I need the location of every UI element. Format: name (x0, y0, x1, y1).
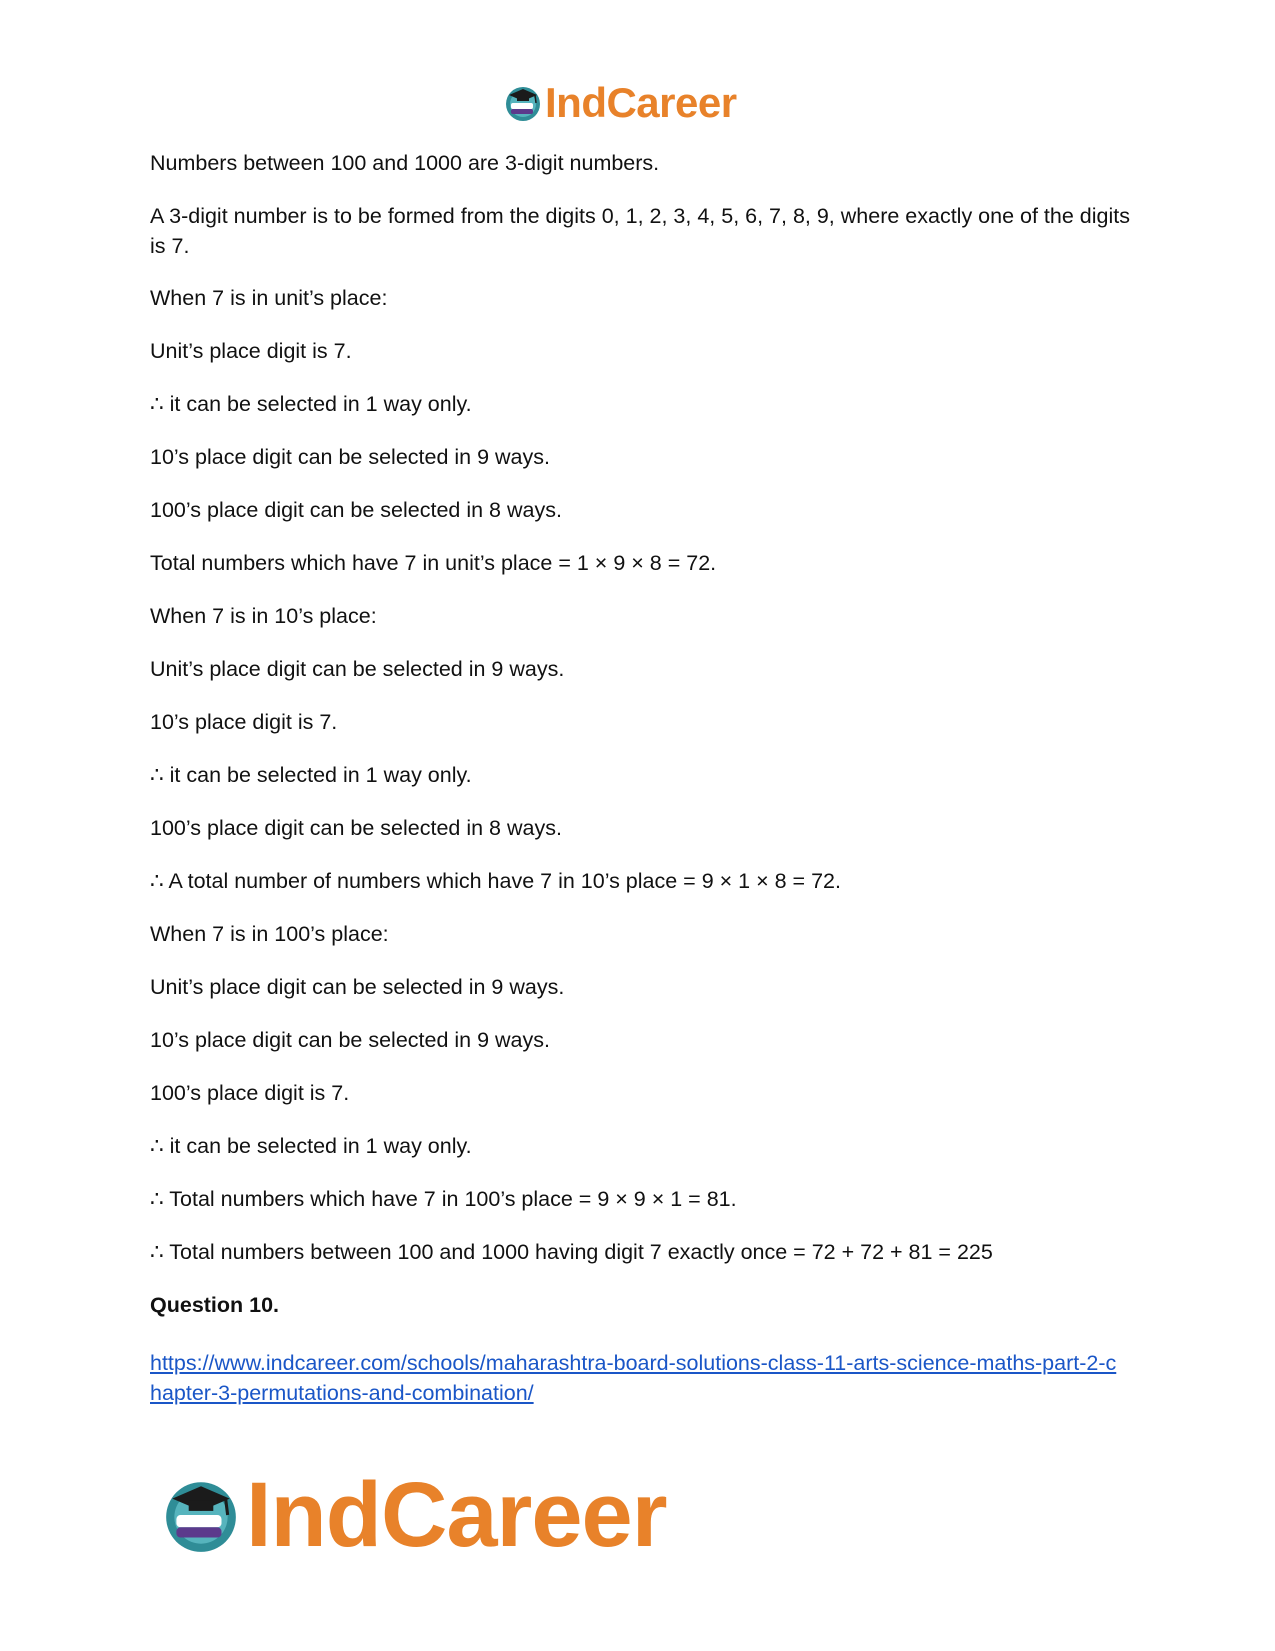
paragraph: When 7 is in 100’s place: (150, 922, 389, 946)
paragraph: Unit’s place digit can be selected in 9 ways. (150, 975, 565, 999)
logo-text: IndCareer (246, 1464, 667, 1566)
logo-text: IndCareer (545, 79, 737, 126)
paragraph: A 3-digit number is to be formed from the digits 0, 1, 2, 3, 4, 5, 6, 7, 8, 9, where exactly one of the digits is 7. (150, 204, 1130, 258)
document-body (150, 148, 1130, 1408)
paragraph: 10’s place digit can be selected in 9 ways. (150, 445, 550, 469)
footer-logo (160, 1464, 667, 1566)
graduation-book-globe-icon (503, 83, 543, 123)
paragraph: ∴ it can be selected in 1 way only. (150, 392, 472, 416)
paragraph: ∴ it can be selected in 1 way only. (150, 1134, 472, 1158)
paragraph: 10’s place digit is 7. (150, 710, 338, 734)
paragraph: ∴ A total number of numbers which have 7 in 10’s place = 9 × 1 × 8 = 72. (150, 869, 841, 893)
paragraph: 100’s place digit can be selected in 8 ways. (150, 816, 562, 840)
paragraph: 10’s place digit can be selected in 9 ways. (150, 1028, 550, 1052)
graduation-book-globe-icon (160, 1474, 242, 1556)
paragraph: Total numbers which have 7 in unit’s place = 1 × 9 × 8 = 72. (150, 551, 717, 575)
source-link[interactable]: https://www.indcareer.com/schools/maharashtra-board-solutions-class-11-arts-science-maths-part-2-chapter-3-permutations-and-combination/ (150, 1351, 1117, 1405)
paragraph: ∴ it can be selected in 1 way only. (150, 763, 472, 787)
paragraph: Unit’s place digit is 7. (150, 339, 352, 363)
paragraph: Unit’s place digit can be selected in 9 ways. (150, 657, 565, 681)
paragraph: 100’s place digit can be selected in 8 ways. (150, 498, 562, 522)
paragraph: ∴ Total numbers which have 7 in 100’s place = 9 × 9 × 1 = 81. (150, 1187, 737, 1211)
paragraph: ∴ Total numbers between 100 and 1000 having digit 7 exactly once = 72 + 72 + 81 = 225 (150, 1240, 993, 1264)
paragraph: When 7 is in unit’s place: (150, 286, 388, 310)
paragraph: 100’s place digit is 7. (150, 1081, 350, 1105)
paragraph: When 7 is in 10’s place: (150, 604, 377, 628)
header-logo (503, 80, 737, 126)
question-heading: Question 10. (150, 1293, 280, 1317)
paragraph: Numbers between 100 and 1000 are 3-digit numbers. (150, 151, 660, 175)
